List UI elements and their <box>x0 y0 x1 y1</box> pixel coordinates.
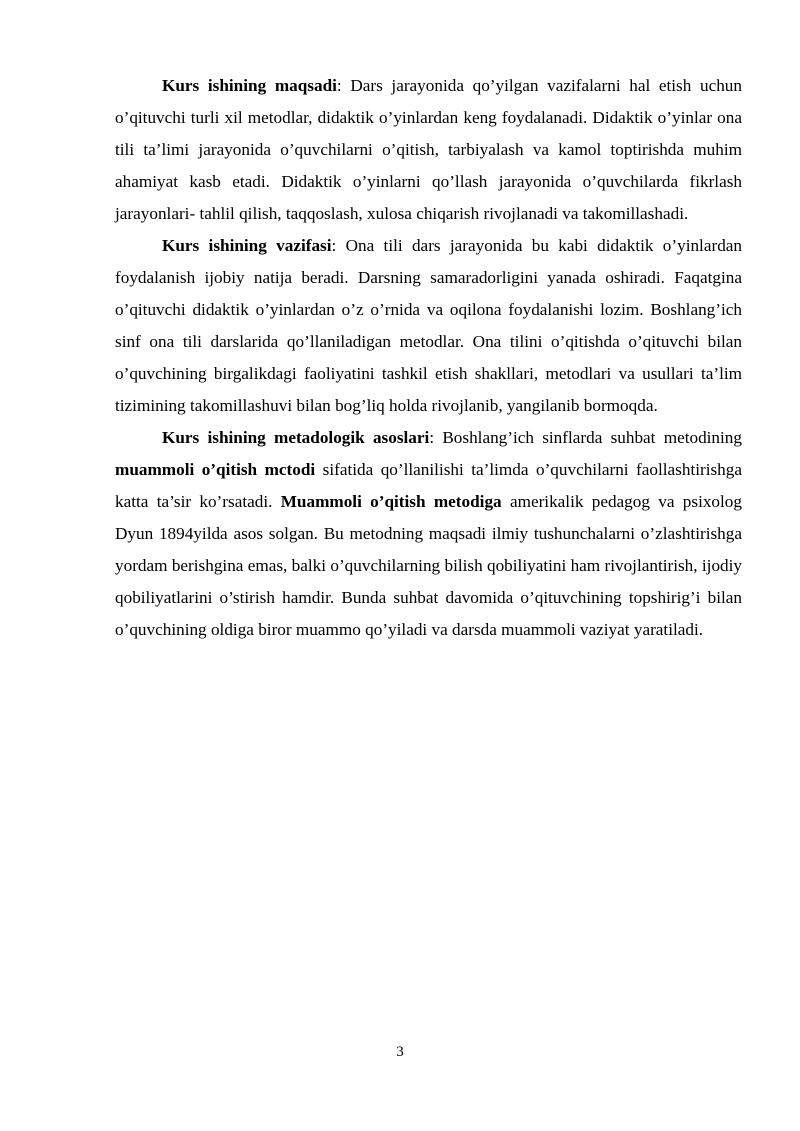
page-number: 3 <box>396 1044 404 1060</box>
paragraph-goal <box>115 70 742 230</box>
paragraph-tasks <box>115 230 742 422</box>
bold-term: Muammoli o’qitish metodiga <box>280 492 502 511</box>
paragraph-heading: Kurs ishining maqsadi <box>162 76 337 95</box>
bold-term: muammoli o’qitish mctodi <box>115 460 316 479</box>
paragraph-methodology <box>115 422 742 646</box>
paragraph-text: sifatida qo’llanilishi ta’limda o’quvchilarni faollashtirishga katta ta’sir ko’rsatadi. <box>115 460 742 511</box>
paragraph-text: amerikalik pedagog va psixolog Dyun 1894yilda asos solgan. Bu metodning maqsadi ilmiy tushunchalarni o’zlashtirishga yordam berishgina emas, balki o’quvchilarning bilish qobiliyatini ham rivojlantirish, ijodiy qobiliyatlarini o’stirish hamdir. Bunda suhbat davomida o’qituvchining topshirig’i bilan o’quvchining oldiga biror muammo qo’yiladi va darsda muammoli vaziyat yaratiladi. <box>115 492 742 639</box>
paragraph-text: : Dars jarayonida qo’yilgan vazifalarni hal etish uchun o’qituvchi turli xil metodlar, didaktik o’yinlardan keng foydalanadi. Didaktik o’yinlar ona tili ta’limi jarayonida o’quvchilarni o’qitish, tarbiyalash va kamol toptirishda muhim ahamiyat kasb etadi. Didaktik o’yinlarni qo’llash jarayonida o’quvchilarda fikrlash jarayonlari- tahlil qilish, taqqoslash, xulosa chiqarish rivojlanadi va takomillashadi. <box>115 76 742 223</box>
paragraph-heading: Kurs ishining metadologik asoslari <box>162 428 430 447</box>
page-body <box>115 70 742 646</box>
paragraph-text: : Boshlang’ich sinflarda suhbat metodining <box>429 428 742 447</box>
paragraph-heading: Kurs ishining vazifasi <box>162 236 332 255</box>
paragraph-text: : Ona tili dars jarayonida bu kabi didaktik o’yinlardan foydalanish ijobiy natija beradi. Darsning samaradorligini yanada oshiradi. Faqatgina o’qituvchi didaktik o’yinlardan o’z o’rnida va oqilona foydalanishi lozim. Boshlang’ich sinf ona tili darslarida qo’llaniladigan metodlar. Ona tilini o’qitishda o’qituvchi bilan o’quvchining birgalikdagi faoliyatini tashkil etish shakllari, metodlari va usullari ta’lim tizimining takomillashuvi bilan bog’liq holda rivojlanib, yangilanib bormoqda. <box>115 236 743 415</box>
